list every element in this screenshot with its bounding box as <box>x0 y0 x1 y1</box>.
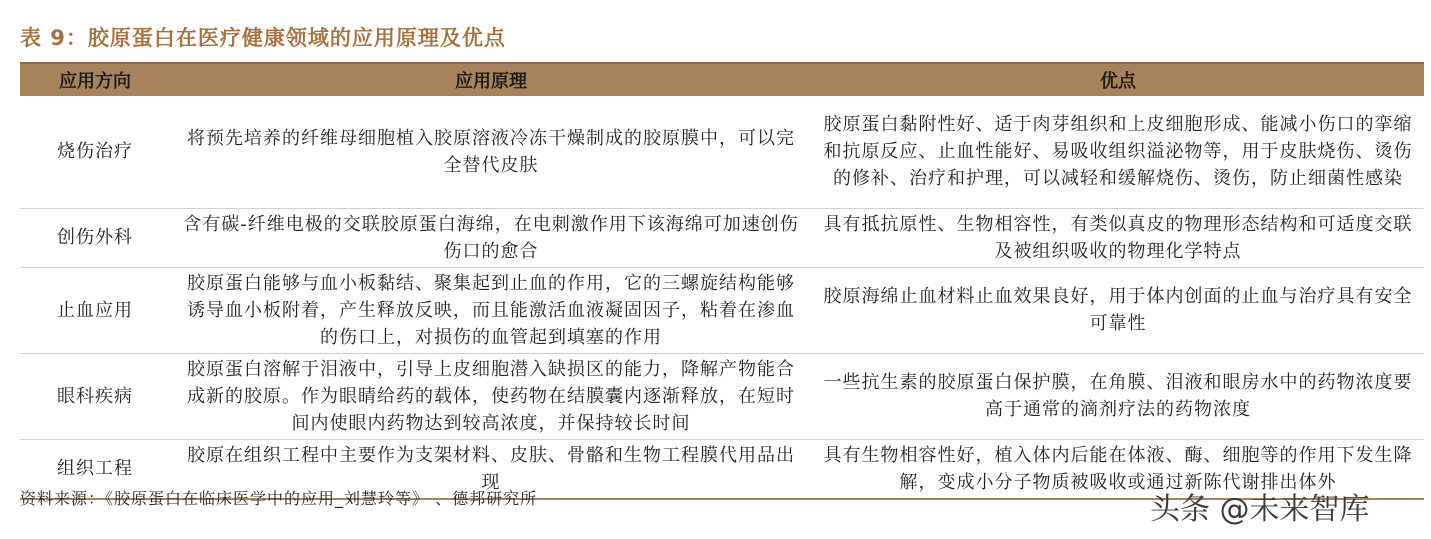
application-table <box>20 62 1424 500</box>
cell-principle: 含有碳-纤维电极的交联胶原蛋白海绵，在电刺激作用下该海绵可加速创伤伤口的愈合 <box>170 208 812 267</box>
table-row <box>20 353 1424 439</box>
header-advantage: 优点 <box>812 63 1424 96</box>
cell-direction: 止血应用 <box>20 267 170 353</box>
cell-advantage: 胶原海绵止血材料止血效果良好，用于体内创面的止血与治疗具有安全可靠性 <box>812 267 1424 353</box>
table-title: 表 9：胶原蛋白在医疗健康领域的应用原理及优点 <box>20 26 506 50</box>
watermark-logo: 头条 @未来智库 <box>1150 492 1370 527</box>
cell-advantage: 具有抵抗原性、生物相容性，有类似真皮的物理形态结构和可适度交联及被组织吸收的物理化学特点 <box>812 208 1424 267</box>
table-header-row <box>20 63 1424 96</box>
cell-principle: 胶原在组织工程中主要作为支架材料、皮肤、骨骼和生物工程膜代用品出现 <box>170 439 812 499</box>
header-principle: 应用原理 <box>170 63 812 96</box>
table-row <box>20 267 1424 353</box>
table-row <box>20 208 1424 267</box>
source-note: 资料来源：《胶原蛋白在临床医学中的应用_刘慧玲等》 、德邦研究所 <box>20 489 538 508</box>
cell-advantage: 具有生物相容性好，植入体内后能在体液、酶、细胞等的作用下发生降解，变成小分子物质被吸收或通过新陈代谢排出体外 <box>812 439 1424 499</box>
cell-direction: 眼科疾病 <box>20 353 170 439</box>
cell-principle: 将预先培养的纤维母细胞植入胶原溶液冷冻干燥制成的胶原膜中，可以完全替代皮肤 <box>170 96 812 208</box>
table-container <box>20 62 1424 500</box>
cell-direction: 创伤外科 <box>20 208 170 267</box>
cell-principle: 胶原蛋白溶解于泪液中，引导上皮细胞潜入缺损区的能力，降解产物能合成新的胶原。作为眼睛给药的载体，使药物在结膜囊内逐渐释放，在短时间内使眼内药物达到较高浓度，并保持较长时间 <box>170 353 812 439</box>
table-row <box>20 96 1424 208</box>
cell-advantage: 一些抗生素的胶原蛋白保护膜，在角膜、泪液和眼房水中的药物浓度要高于通常的滴剂疗法的药物浓度 <box>812 353 1424 439</box>
header-direction: 应用方向 <box>20 63 170 96</box>
cell-principle: 胶原蛋白能够与血小板黏结、聚集起到止血的作用，它的三螺旋结构能够诱导血小板附着，产生释放反映，而且能激活血液凝固因子，粘着在渗血的伤口上，对损伤的血管起到填塞的作用 <box>170 267 812 353</box>
cell-direction: 烧伤治疗 <box>20 96 170 208</box>
cell-direction: 组织工程 <box>20 439 170 499</box>
cell-advantage: 胶原蛋白黏附性好、适于肉芽组织和上皮细胞形成、能减小伤口的挛缩和抗原反应、止血性能好、易吸收组织溢泌物等，用于皮肤烧伤、烫伤的修补、治疗和护理，可以减轻和缓解烧伤、烫伤，防止细菌性感染 <box>812 96 1424 208</box>
